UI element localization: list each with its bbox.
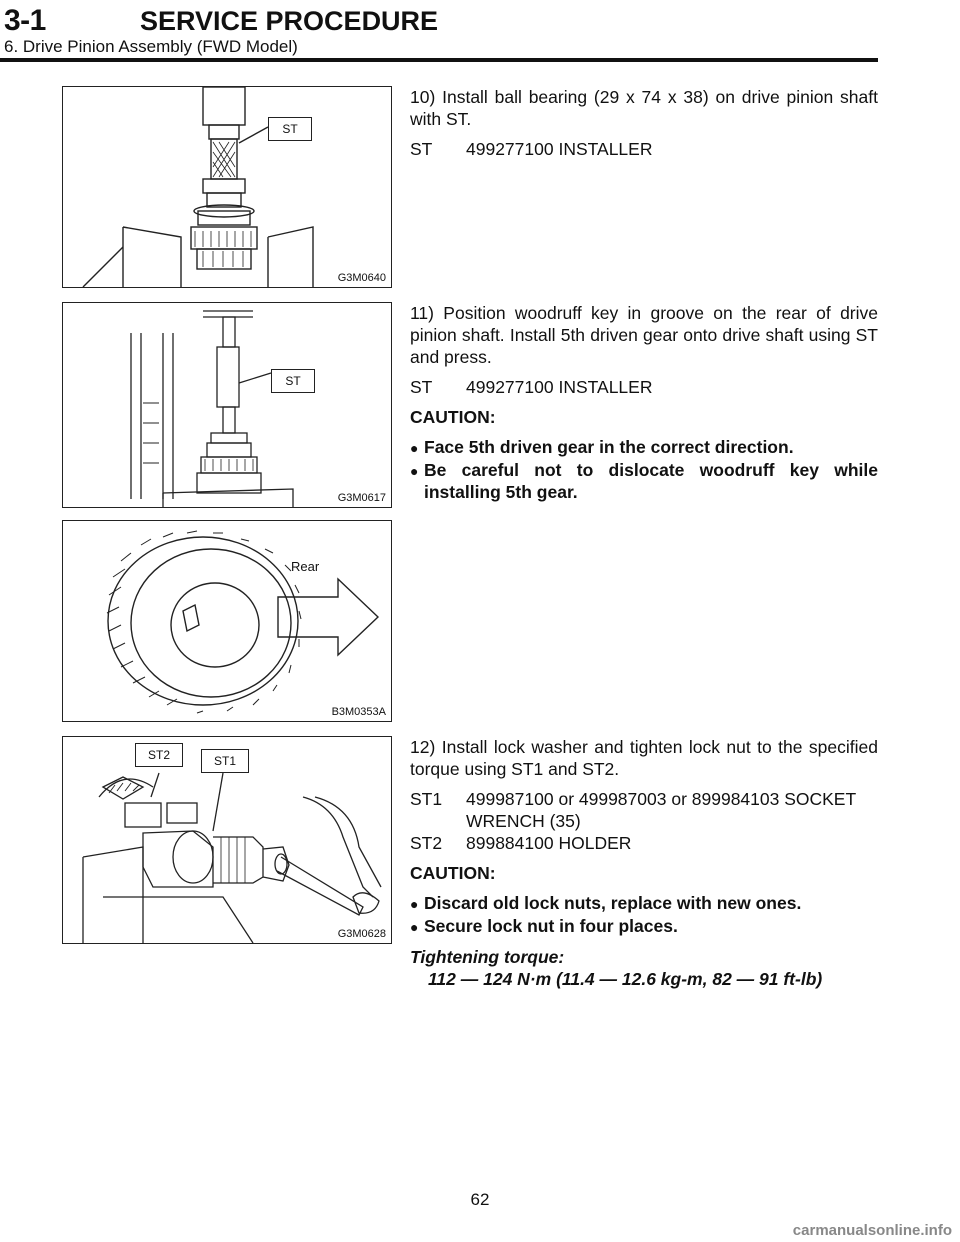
callout-st: ST	[268, 117, 312, 141]
bullet-icon: ●	[410, 440, 419, 456]
page-number: 62	[470, 1190, 490, 1209]
bullet-icon: ●	[410, 896, 419, 912]
header-rule	[0, 58, 878, 62]
bullet-icon: ●	[410, 463, 419, 479]
caution-label: CAUTION:	[410, 407, 496, 427]
torque-label: Tightening torque:	[410, 947, 565, 967]
tool-value: 499987100 or 499987003 or 899984103 SOCKET	[466, 789, 857, 809]
callout-st2: ST2	[135, 743, 183, 767]
tool-value: 499277100 INSTALLER	[466, 377, 653, 397]
tool-key: ST1	[410, 789, 443, 809]
tool-value: 899884100 HOLDER	[466, 833, 632, 853]
caution-item: ● Secure lock nut in four places.	[410, 916, 678, 936]
step-10-tool	[410, 138, 878, 160]
caution-label: CAUTION:	[410, 863, 496, 883]
tool-key: ST	[410, 139, 433, 159]
step-10-text: 10) Install ball bearing (29 x 74 x 38) on drive pinion shaft with ST.	[410, 87, 878, 129]
torque-value: 112 — 124 N·m (11.4 — 12.6 kg-m, 82 — 91 ft-lb)	[428, 969, 823, 989]
figure-id: G3M0617	[337, 492, 386, 504]
step-11-tool	[410, 376, 878, 398]
callout-st1: ST1	[201, 749, 249, 773]
tool-key: ST	[410, 377, 433, 397]
figure-gear-direction	[62, 520, 392, 722]
step-12-tool1	[410, 788, 878, 810]
step-10	[410, 86, 878, 168]
step-12-tool2	[410, 832, 878, 854]
tool-key: ST2	[410, 833, 443, 853]
caution-item: ● Face 5th driven gear in the correct direction.	[410, 437, 794, 457]
figure-id: G3M0640	[337, 272, 386, 284]
step-12	[410, 736, 878, 990]
step-11	[410, 302, 878, 503]
callout-rear: Rear	[291, 559, 320, 574]
callout-st: ST	[271, 369, 315, 393]
figure-ball-bearing-install	[62, 86, 392, 288]
figure-lock-nut-tighten	[62, 736, 392, 944]
figure-id: G3M0628	[337, 928, 386, 940]
illustration-helical-gear	[63, 521, 391, 721]
step-11-text: 11) Position woodruff key in groove on the rear of drive pinion shaft. Install 5th driven gear onto drive shaft using ST and press.	[410, 303, 878, 367]
page-subtitle: 6. Drive Pinion Assembly (FWD Model)	[4, 37, 298, 56]
illustration-press-bearing	[63, 87, 391, 287]
bullet-icon: ●	[410, 919, 419, 935]
figure-5th-gear-press	[62, 302, 392, 508]
tool-value: 499277100 INSTALLER	[466, 139, 653, 159]
watermark: carmanualsonline.info	[792, 1222, 952, 1239]
caution-item: ● Discard old lock nuts, replace with new ones.	[410, 893, 802, 913]
caution-item: ● Be careful not to dislocate woodruff key while installing 5th gear.	[410, 460, 878, 502]
illustration-press-gear	[63, 303, 391, 507]
figure-id: B3M0353A	[331, 706, 386, 718]
page-title: SERVICE PROCEDURE	[140, 6, 439, 36]
section-number: 3-1	[4, 4, 46, 37]
step-12-text: 12) Install lock washer and tighten lock nut to the specified torque using ST1 and ST2.	[410, 737, 878, 779]
tool-value-cont: WRENCH (35)	[466, 811, 581, 831]
